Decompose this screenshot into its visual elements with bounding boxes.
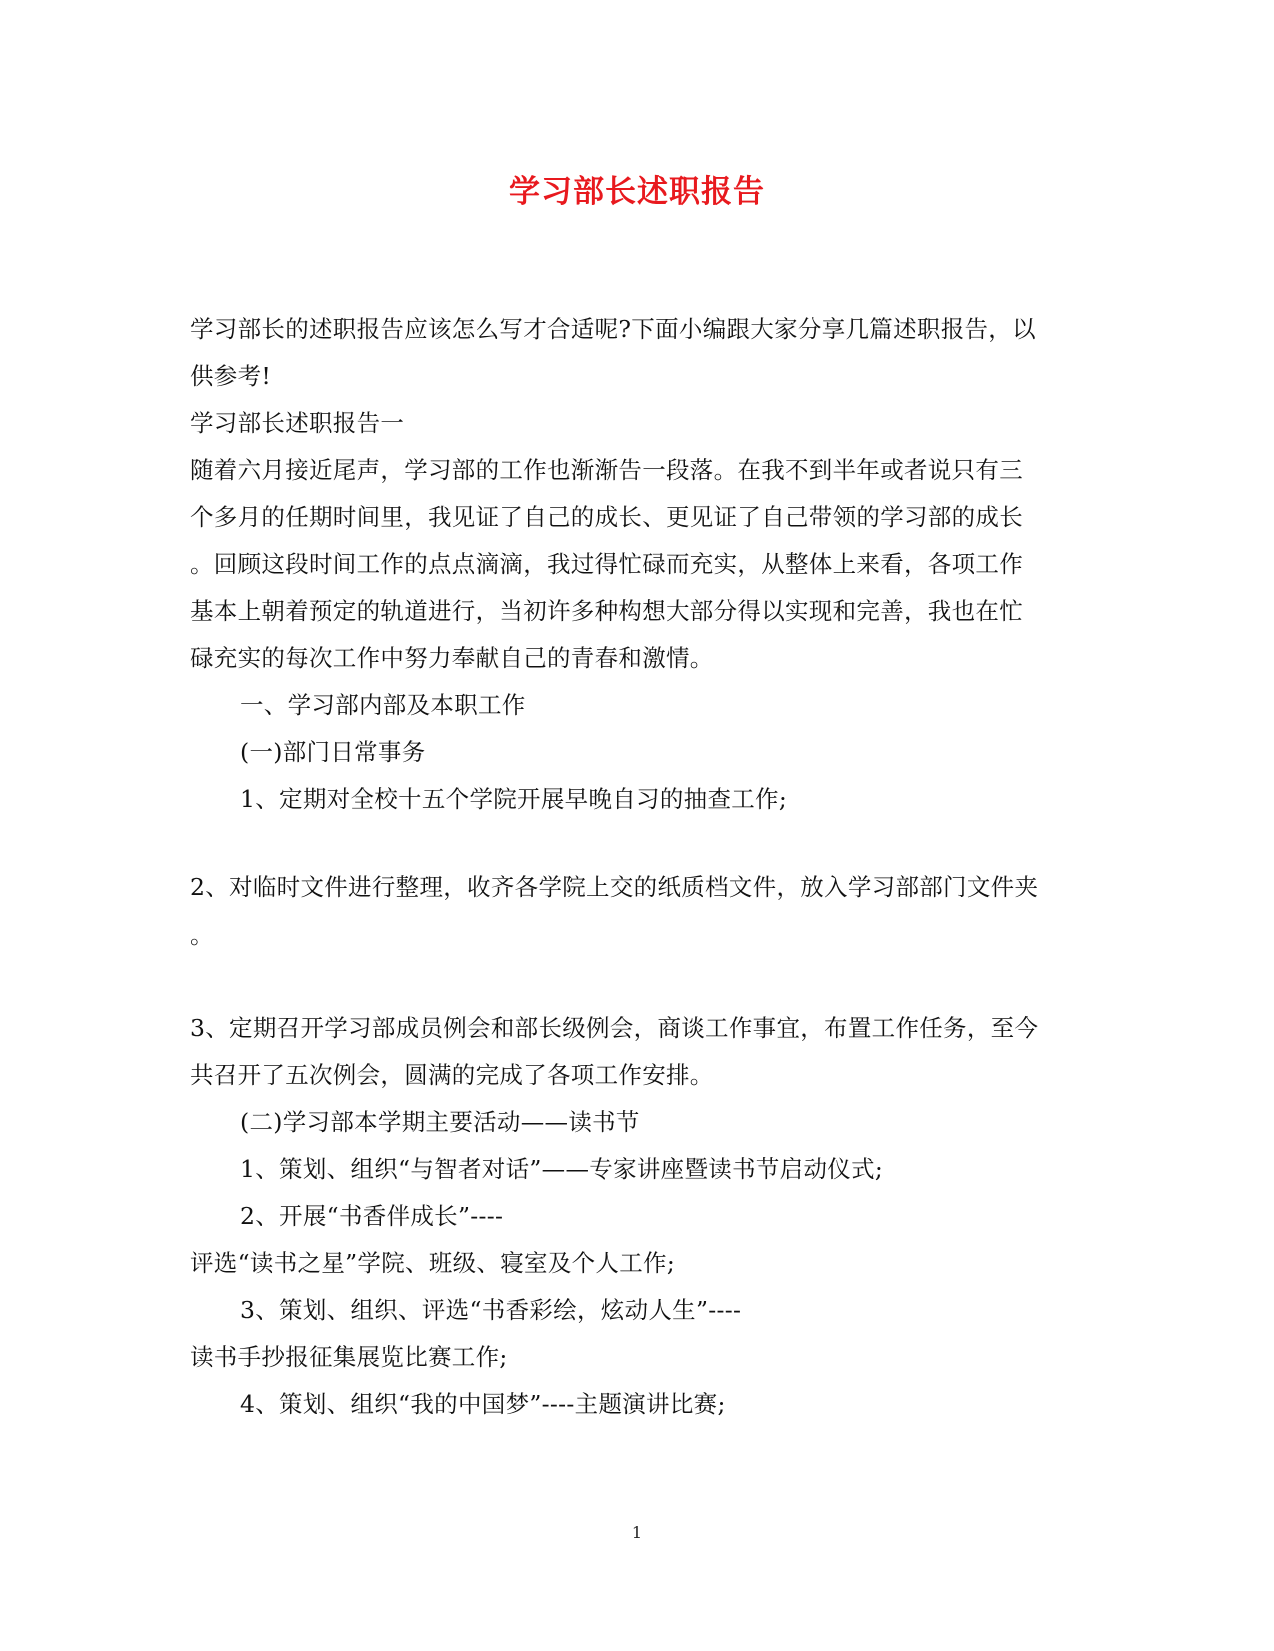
list-item: 2、开展“书香伴成长”---- xyxy=(240,1202,504,1230)
paragraph-line: 碌充实的每次工作中努力奉献自己的青春和激情。 xyxy=(190,644,714,672)
list-item: 2、对临时文件进行整理，收齐各学院上交的纸质档文件，放入学习部部门文件夹 xyxy=(190,873,1039,901)
paragraph-line: 。回顾这段时间工作的点点滴滴，我过得忙碌而充实，从整体上来看，各项工作 xyxy=(190,550,1023,578)
paragraph-line: 共召开了五次例会，圆满的完成了各项工作安排。 xyxy=(190,1061,714,1089)
paragraph-line: 学习部长的述职报告应该怎么写才合适呢?下面小编跟大家分享几篇述职报告，以 xyxy=(190,315,1036,343)
paragraph-line: 供参考! xyxy=(190,362,272,390)
list-item: 1、策划、组织“与智者对话”——专家讲座暨读书节启动仪式; xyxy=(240,1155,884,1183)
subsection-heading: (二)学习部本学期主要活动——读书节 xyxy=(240,1108,640,1136)
list-item: 3、策划、组织、评选“书香彩绘，炫动人生”---- xyxy=(240,1296,742,1324)
section-heading: 学习部长述职报告一 xyxy=(190,409,405,437)
paragraph-line: 个多月的任期时间里，我见证了自己的成长、更见证了自己带领的学习部的成长 xyxy=(190,503,1023,531)
paragraph-line: 随着六月接近尾声，学习部的工作也渐渐告一段落。在我不到半年或者说只有三 xyxy=(190,456,1023,484)
paragraph-line: 。 xyxy=(190,921,214,949)
paragraph-line: 评选“读书之星”学院、班级、寝室及个人工作; xyxy=(190,1249,676,1277)
section-heading: 一、学习部内部及本职工作 xyxy=(240,691,526,719)
list-item: 3、定期召开学习部成员例会和部长级例会，商谈工作事宜，布置工作任务，至今 xyxy=(190,1014,1039,1042)
paragraph-line: 基本上朝着预定的轨道进行，当初许多种构想大部分得以实现和完善，我也在忙 xyxy=(190,597,1023,625)
page-number: 1 xyxy=(631,1523,643,1542)
list-item: 4、策划、组织“我的中国梦”----主题演讲比赛; xyxy=(240,1390,726,1418)
paragraph-line: 读书手抄报征集展览比赛工作; xyxy=(190,1343,508,1371)
document-title: 学习部长述职报告 xyxy=(509,174,765,210)
subsection-heading: (一)部门日常事务 xyxy=(240,738,426,766)
list-item: 1、定期对全校十五个学院开展早晚自习的抽查工作; xyxy=(240,785,788,813)
